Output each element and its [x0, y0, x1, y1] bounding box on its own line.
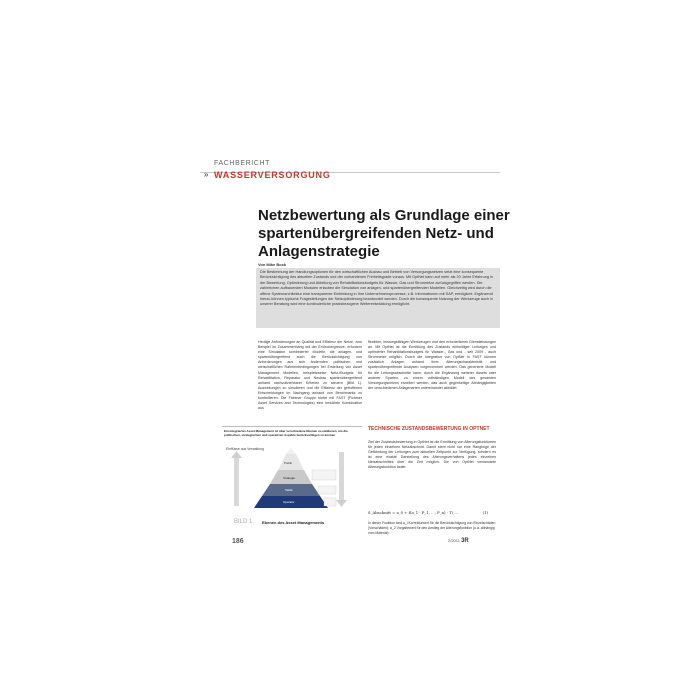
section-body: Ziel der Zustandsbewertung in OptNet ist die Ermittlung von Alterungsfunktionen für jeden einzelnen Netzabschnitt. Damit steht nicht nur eine Rangfolge der Gefährdung der Leitungen zum aktuellen Zeitpunkt zur Verfügung, sondern es ist eine exakte Darstellung des Alterungsverhaltens jedes einzelnen Netzabschnittes über die Zeit möglich. Die von OptNet verwendete Alterungsfunktion lautet	[368, 440, 496, 470]
formula-block	[368, 510, 496, 535]
article-lead: Die Bestimmung der Handlungsoptionen für den wirtschaftlichen Ausbau und Betrieb von Versorgungsnetzen setzt eine konsequente Berücksichtigung des aktuellen Zustands und der vorhandenen Freiheitsgrade voraus. Mit OptNet kann auf mehr als 20 Jahre Erfahrung in der Bewertung, Optimierung und Ableitung von Rehabilitationsbudgets für Wasser, Gas und Stromnetze zurückgegriffen werden. Die zahlreichen aufbauenden Modulen erlauben die Simulation von anlagen- und spartenübergreifenden Modellen. Gleichzeitig wird durch die offene Systemarchitektur eine transparente Einbindung in Ihre Unternehmensprozesse, z.B. Informationen mit SAP, ermöglicht. Ergänzend hierzu können typische Fragestellungen der Netzoptimierung beantwortet werden. Durch die konsequente Nutzung der Werkzeuge auch in unserer Beratung wird eine kontinuierliche praxisbezogene Weiterentwicklung ermöglicht.	[256, 268, 500, 328]
pyramid-label-0: Politik	[284, 461, 293, 465]
issue-number: 2/2011	[448, 538, 460, 543]
side-note-3	[324, 498, 336, 506]
figure-description: Ein integriertes Asset Management ist über verschiedene Ebenen zu etablieren, um die politischen, strategischen und operativen Aspekte berücksichtigen zu können	[224, 429, 348, 437]
figure-caption-text: Ebenen des Asset Managements	[262, 520, 325, 525]
diagram-label-top: Einflüsse aus Verwaltung	[226, 447, 264, 451]
body-column-right: flexiblen, leistungsfähigen Werkzeugen und den erforderlichen Dienstleistungen an. Mit OptNet ist die Ermittlung des Zustands einheitliger Leitungen und optimierter Rehabilitationsbudgets für Wasser-, Gas und - seit 2009 - auch Stromnetze möglich. Durch die Integration von OptNet in FAST können zusätzlich Anlagen anhand ihrer Alterungscharakteristik und spartenübergreifende Analysen vorgenommen werden. Das generierte Modell für die Leitungsabschnitte kann, durch die Ergänzung weiterer Assets oder anderer Sparten, zu einem vollständigen Modell des gesamten Versorgungsnetzes erweitert werden, das auch gegenseitige Abhängigkeiten der verschiedenen Anlagenarten untereinander abbildet.	[368, 340, 496, 390]
down-arrow-icon	[336, 500, 347, 507]
article-author: Von Mike Bock	[258, 262, 287, 267]
section-heading: TECHNISCHE ZUSTANDSBEWERTUNG IN OPTNET	[368, 426, 490, 432]
formula-number: (1)	[482, 510, 488, 515]
pyramid-label-3: Operativ	[283, 500, 295, 504]
page-number: 186	[232, 538, 244, 545]
subcategory-label: WASSERVERSORGUNG	[214, 170, 331, 180]
issue-footer	[448, 538, 469, 544]
right-arrow-shaft	[339, 452, 344, 500]
formula-legend: In dieser Funktion sind a_i Korrekturwert für die Berücksichtigung von Einzelschäden (Vorschäden); a_2 Vorgabewert für den Anstieg der Alterungsfunktion (u.a. abhängig vom Material)	[368, 521, 496, 535]
side-note-1	[312, 470, 336, 480]
brand-logo: 3R	[461, 538, 469, 544]
formula-text: S_Abschnitt = a_0 + f(a_1 · P_1, ..., P_n) · T) ...	[368, 510, 458, 515]
chevron-icon: »	[204, 170, 209, 179]
pyramid-label-1: Strategie	[283, 476, 296, 480]
pyramid-diagram	[222, 440, 362, 516]
pyramid-label-2: Taktik	[285, 488, 293, 492]
up-arrow-icon	[231, 451, 242, 458]
article-title: Netzbewertung als Grundlage einer spartenübergreifenden Netz- und Anlagenstrategie	[258, 207, 510, 260]
category-label: FACHBERICHT	[214, 160, 270, 167]
pyramid-apex	[286, 448, 296, 454]
figure-caption-label: BILD 1	[234, 519, 253, 525]
left-arrow-shaft	[234, 458, 239, 506]
side-note-2	[318, 486, 336, 494]
body-column-left: Heutige Anforderungen an Qualität und Effizienz der Netze, zum Beispiel im Zusammenhang mit der Erlösobergrenze, erfordern eine Simulation kombinierter Modelle, die anlagen- und spartenübergreifend auch die Berücksichtigung von Anforderungen aus sich ändernden politischen und wirtschaftlichen Rahmenbedingungen bei Erstellung von Asset Management Modellen, beispielsweise Netz-/Budgets für Rehabilitation, Reparatur und Neubau spartenübergreifend anhand nachvollziehbarer Kriterien zu steuern (Bild 1). Auswirkungen zu simulieren und die Effizienz der getroffenen Entscheidungen im Nachgang anhand von Benchmarks zu kontrollieren. Die Fichtner Gruppe bietet mit FAST (Fichtner Asset Services and Technologies) eine bewährte Kombination aus	[258, 340, 362, 411]
